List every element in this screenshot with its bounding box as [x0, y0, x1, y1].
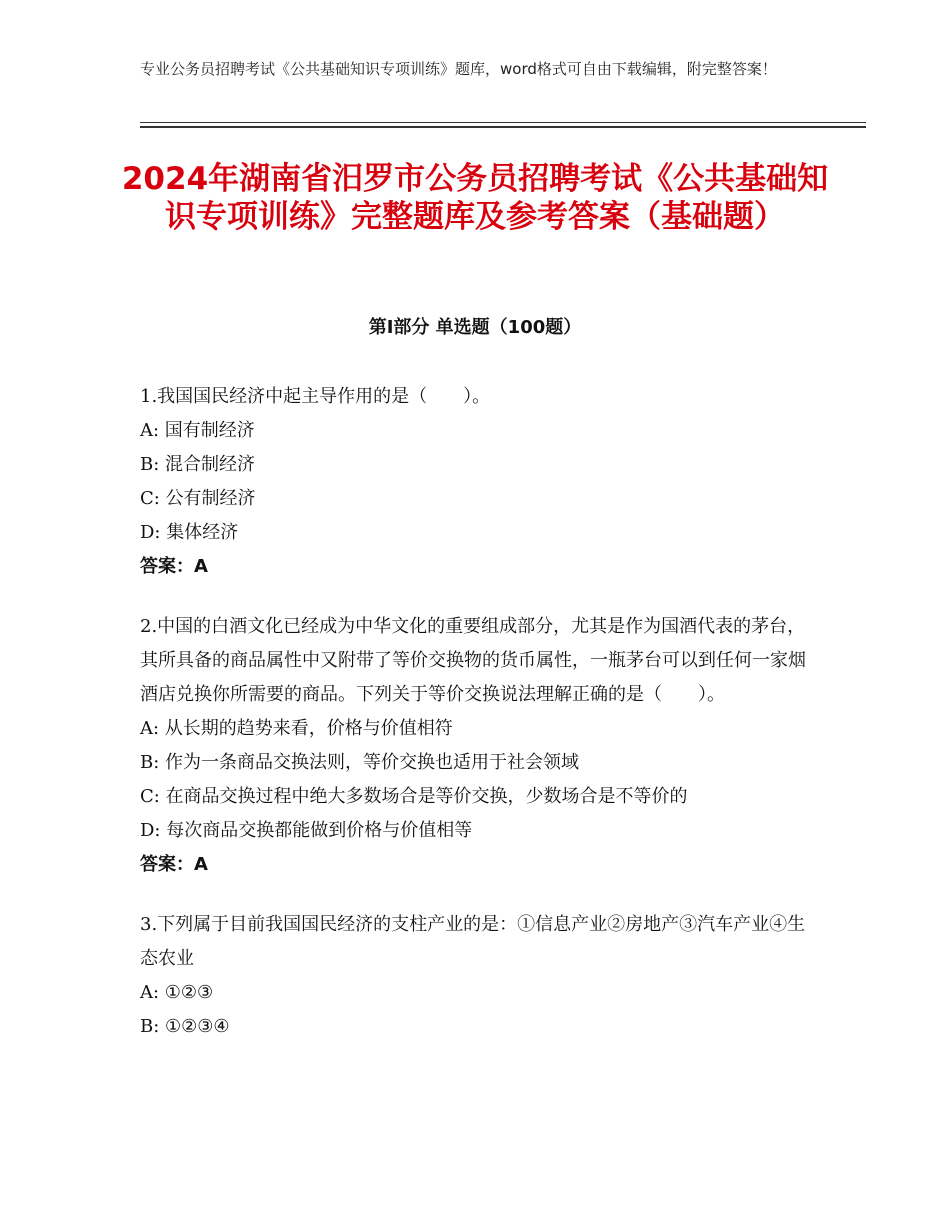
option-d: D: 集体经济: [140, 522, 239, 543]
section-title: 第I部分 单选题（100题）: [368, 317, 582, 338]
option-a: A: 从长期的趋势来看，价格与价值相符: [140, 718, 453, 739]
question-3: [140, 908, 812, 1044]
option-c: C: 在商品交换过程中绝大多数场合是等价交换，少数场合是不等价的: [140, 786, 688, 807]
question-2: [140, 610, 812, 882]
option-b: B: 作为一条商品交换法则，等价交换也适用于社会领域: [140, 752, 580, 773]
option-a: A: ①②③: [140, 982, 214, 1003]
answer: 答案：A: [140, 556, 208, 577]
option-c: C: 公有制经济: [140, 488, 256, 509]
question-stem: 3.下列属于目前我国国民经济的支柱产业的是：①信息产业②房地产③汽车产业④生态农业: [140, 914, 806, 969]
header-rule: [140, 122, 866, 123]
answer: 答案：A: [140, 854, 208, 875]
question-stem: 2.中国的白酒文化已经成为中华文化的重要组成部分，尤其是作为国酒代表的茅台，其所具备的商品属性中又附带了等价交换物的货币属性，一瓶茅台可以到任何一家烟酒店兑换你所需要的商品。下列关于等价交换说法理解正确的是（ ）。: [140, 616, 806, 705]
option-b: B: 混合制经济: [140, 454, 256, 475]
question-stem: 1.我国国民经济中起主导作用的是（ ）。: [140, 386, 491, 407]
option-d: D: 每次商品交换都能做到价格与价值相等: [140, 820, 473, 841]
question-1: [140, 380, 812, 584]
document-title: 2024年湖南省汨罗市公务员招聘考试《公共基础知识专项训练》完整题库及参考答案（基础题）: [121, 161, 829, 235]
question-list: [140, 380, 812, 1070]
header-rule-thick: [140, 126, 866, 128]
option-b: B: ①②③④: [140, 1016, 230, 1037]
header-note: 专业公务员招聘考试《公共基础知识专项训练》题库，word格式可自由下载编辑，附完整答案！: [140, 60, 777, 78]
option-a: A: 国有制经济: [140, 420, 255, 441]
